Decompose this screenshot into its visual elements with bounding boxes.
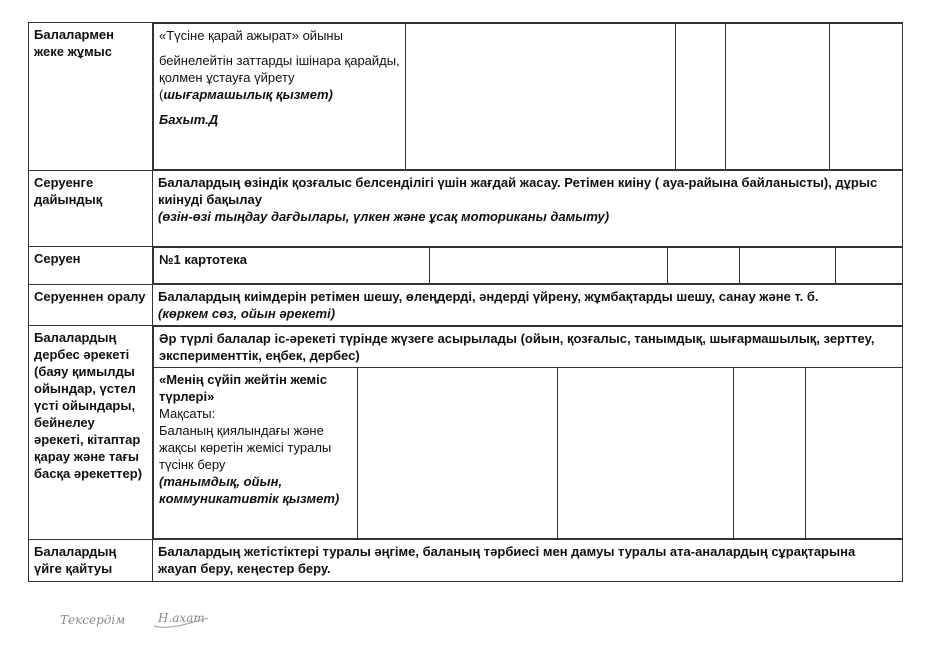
empty-cell [406, 24, 676, 170]
walk-card-file: №1 картотека [154, 248, 430, 284]
walk-preparation-text: Балалардың өзіндік қозғалыс белсенділігі үшін жағдай жасау. Ретімен киіну ( ауа-райына байланысты), дұрыс киінуді бақылау [158, 175, 878, 207]
empty-cell [836, 248, 903, 284]
return-from-walk-area: (көркем сөз, ойын әрекеті) [158, 306, 336, 321]
table-row [29, 23, 903, 171]
empty-cell [830, 24, 903, 170]
game-title: «Менің сүйіп жейтін жеміс түрлері» [159, 372, 328, 404]
empty-cell [734, 368, 806, 539]
row-label-return-from-walk: Серуеннен оралу [29, 285, 153, 326]
row-label-going-home: Балалардың үйге қайтуы [29, 540, 153, 582]
row-label-individual-work: Балалармен жеке жұмыс [29, 23, 153, 171]
individual-work-paren: ( [159, 87, 164, 102]
game-areas: (танымдық, ойын, коммуникативтік қызмет) [159, 474, 340, 506]
table-row [29, 326, 903, 540]
return-from-walk-text: Балалардың киімдерін ретімен шешу, өлеңдерді, әндерді үйрену, жұмбақтарды шешу, санау және т. б. [158, 289, 819, 304]
individual-work-activity [154, 24, 406, 170]
signature [58, 604, 218, 634]
independent-activity-summary: Әр түрлі балалар іс-әрекеті түрінде жүзеге асырылады (ойын, қозғалыс, танымдық, шығармашылық, зерттеу, эксперименттік, еңбек, дербес) [154, 327, 903, 368]
empty-cell [668, 248, 740, 284]
row-content-walk [153, 247, 903, 285]
signature-name: Н.ахат [158, 611, 205, 625]
row-label-walk-preparation: Серуенге дайындық [29, 171, 153, 247]
table-row [29, 171, 903, 247]
empty-cell [358, 368, 558, 539]
table-row [29, 540, 903, 582]
row-content-independent-activity [153, 326, 903, 540]
table-row [29, 247, 903, 285]
row-content-walk-preparation [153, 171, 903, 247]
table-row [29, 285, 903, 326]
empty-cell [676, 24, 726, 170]
purpose-label: Мақсаты: [159, 406, 216, 421]
empty-cell [558, 368, 734, 539]
individual-work-title: «Түсіне қарай ажырат» ойыны [159, 28, 343, 43]
row-label-independent-activity: Балалардың дербес әрекеті (баяу қимылды ойындар, үстел үсті ойындары, бейнелеу әрекеті, кітаптар қарау және тағы басқа әрекеттер) [29, 326, 153, 540]
empty-cell [726, 24, 830, 170]
independent-activity-game [154, 368, 358, 539]
row-content-return-from-walk [153, 285, 903, 326]
empty-cell [430, 248, 668, 284]
individual-work-description: бейнелейтін заттарды ішінара қарайды, қолмен ұстауға үйрету [159, 53, 400, 85]
signature-label: Тексердім [60, 613, 126, 627]
row-content-individual-work [153, 23, 903, 171]
purpose-text: Баланың қиялындағы және жақсы көретін жемісі туралы түсінк беру [159, 423, 332, 472]
plan-table [28, 22, 903, 582]
walk-preparation-skills: (өзін-өзі тыңдау дағдылары, үлкен және ұсақ моториканы дамыту) [158, 209, 610, 224]
empty-cell [740, 248, 836, 284]
individual-work-area: шығармашылық қызмет) [163, 87, 333, 102]
child-name: Бахыт.Д [159, 112, 219, 127]
row-content-going-home: Балалардың жетістіктері туралы әңгіме, баланың тәрбиесі мен дамуы туралы ата-аналардың сұрақтарына жауап беру, кеңестер беру. [153, 540, 903, 582]
row-label-walk: Серуен [29, 247, 153, 285]
empty-cell [806, 368, 903, 539]
